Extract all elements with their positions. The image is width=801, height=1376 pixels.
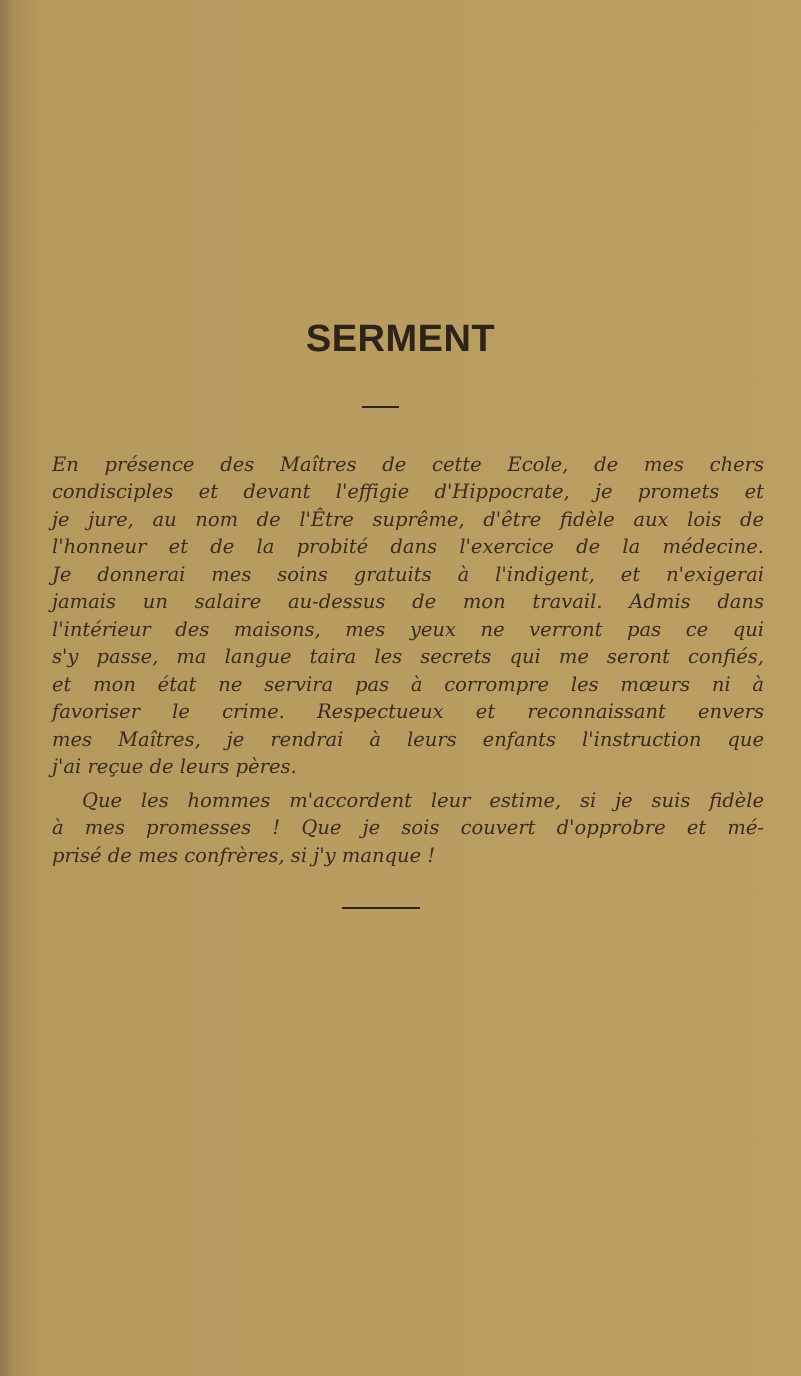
text-line: favoriser le crime. Respectueux et reconnaissant envers [52, 700, 764, 723]
text-line: l'honneur et de la probité dans l'exercice de la médecine. [52, 535, 764, 558]
title-divider [362, 406, 399, 408]
text-line: mes Maîtres, je rendrai à leurs enfants l'instruction que [52, 728, 764, 751]
closing-divider [342, 907, 420, 909]
text-line: l'intérieur des maisons, mes yeux ne verront pas ce qui [52, 618, 764, 641]
text-line: s'y passe, ma langue taira les secrets qui me seront confiés, [52, 645, 764, 668]
text-line: condisciples et devant l'effigie d'Hippocrate, je promets et [52, 480, 764, 503]
text-line: j'ai reçue de leurs pères. [52, 755, 297, 778]
text-line: et mon état ne servira pas à corrompre les mœurs ni à [52, 673, 764, 696]
text-line: à mes promesses ! Que je sois couvert d'opprobre et mé- [52, 816, 764, 839]
text-line: En présence des Maîtres de cette Ecole, de mes chers [52, 453, 764, 476]
page-title: SERMENT [305, 318, 496, 360]
text-line: jamais un salaire au-dessus de mon travail. Admis dans [52, 590, 764, 613]
text-line: prisé de mes confrères, si j'y manque ! [52, 844, 436, 867]
text-line: Je donnerai mes soins gratuits à l'indigent, et n'exigerai [52, 563, 764, 586]
text-line: je jure, au nom de l'Être suprême, d'être fidèle aux lois de [52, 508, 764, 531]
text-line: Que les hommes m'accordent leur estime, si je suis fidèle [82, 789, 764, 812]
